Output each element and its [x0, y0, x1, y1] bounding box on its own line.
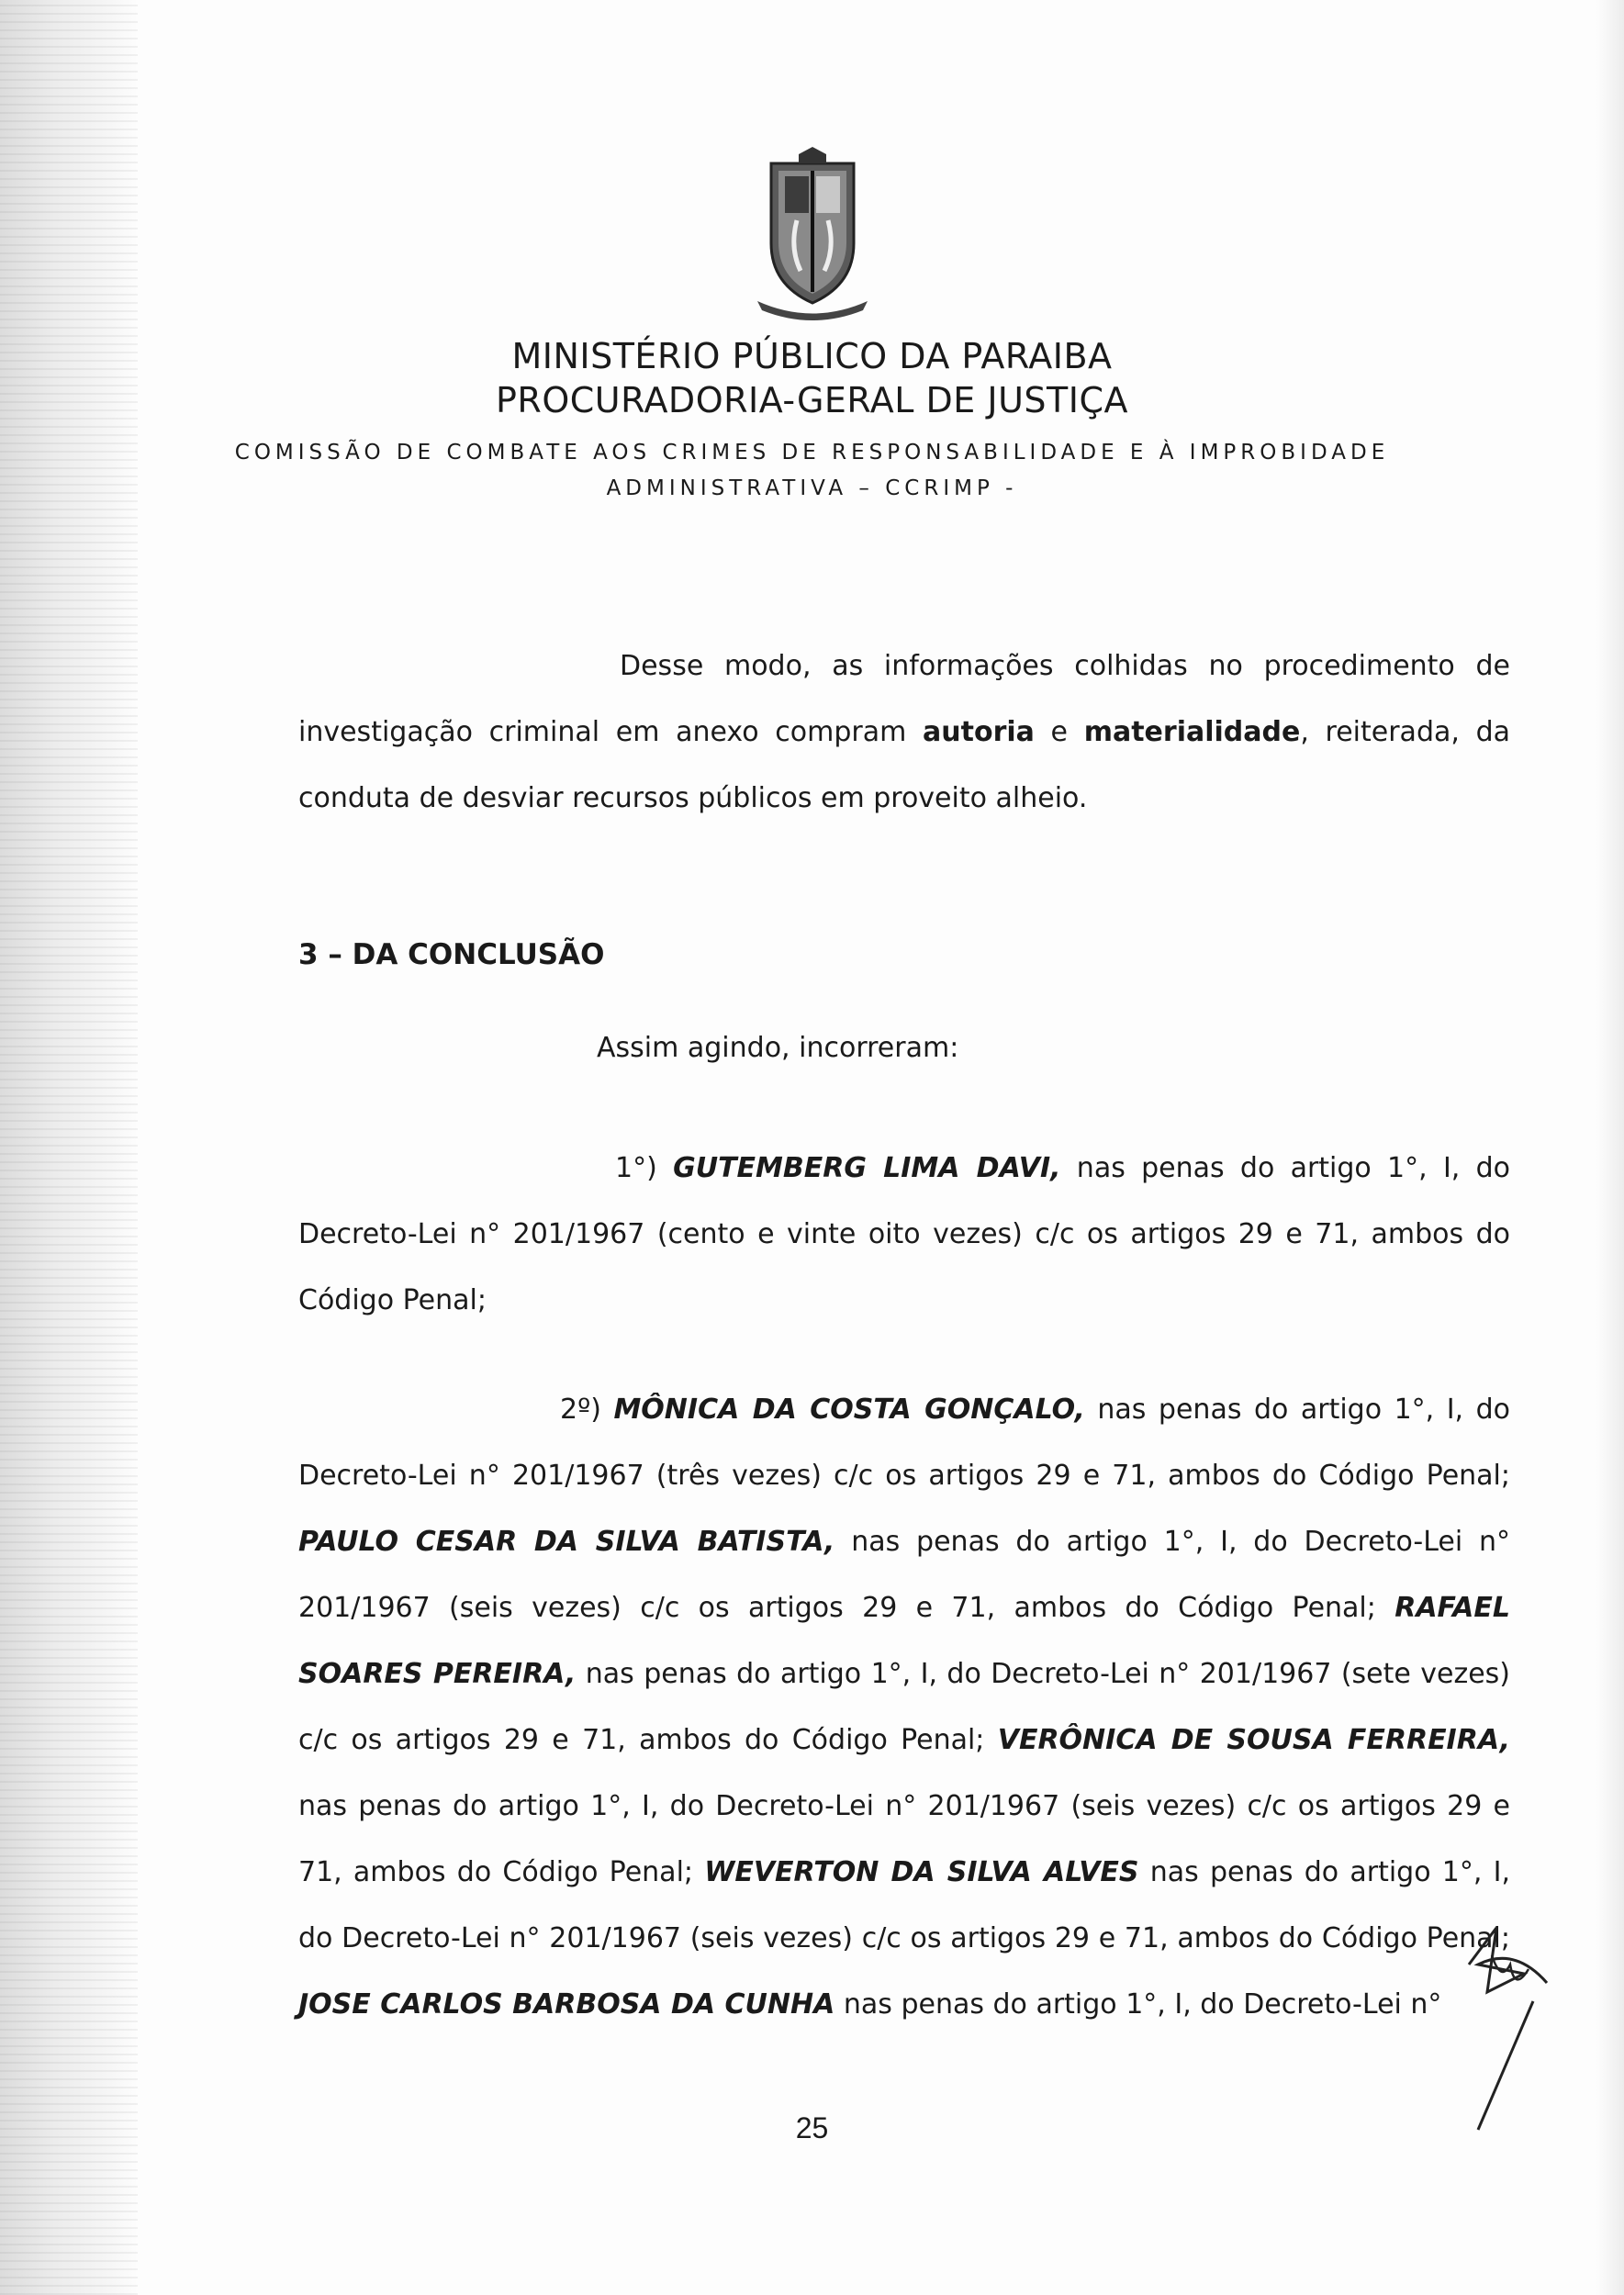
text-span: nas penas do artigo 1°, I, do Decreto-Lei n°	[834, 1988, 1442, 2021]
text-span: nas penas do artigo 1°, I, do Decreto-Lei n° 201/1967 (três vezes) c/c os artigos 29 e 71, ambos do Código Penal;	[298, 1394, 1510, 1492]
defendant-name: PAULO CESAR DA SILVA BATISTA,	[298, 1526, 835, 1558]
header-department: PROCURADORIA-GERAL DE JUSTIÇA	[496, 380, 1128, 420]
page-number: 25	[795, 2111, 829, 2144]
paragraph-conclusion-intro	[298, 633, 1510, 832]
paragraph-incurred: Assim agindo, incorreram:	[597, 1032, 959, 1064]
header-institution: MINISTÉRIO PÚBLICO DA PARAIBA	[511, 336, 1113, 376]
text-span: nas penas do artigo 1°, I, do Decreto-Lei n° 201/1967 (seis vezes) c/c os artigos 29 e 71, ambos do Código Penal;	[298, 1856, 1511, 1954]
text-span: e	[1034, 716, 1084, 748]
defendant-name: RAFAEL SOARES PEREIRA,	[298, 1592, 1510, 1690]
paragraph-item-1	[298, 1136, 1510, 1334]
text-span: , reiterada, da conduta de desviar recursos públicos em proveito alheio.	[298, 716, 1511, 814]
defendant-name: JOSE CARLOS BARBOSA DA CUNHA	[298, 1988, 835, 2021]
section-heading: 3 – DA CONCLUSÃO	[298, 938, 605, 971]
defendant-name: GUTEMBERG LIMA DAVI,	[673, 1152, 1061, 1184]
defendant-name: MÔNICA DA COSTA GONÇALO,	[613, 1394, 1085, 1426]
text-span: nas penas do artigo 1°, I, do Decreto-Lei n° 201/1967 (seis vezes) c/c os artigos 29 e 71, ambos do Código Penal;	[298, 1526, 1511, 1624]
text-span: nas penas do artigo 1°, I, do Decreto-Lei n° 201/1967 (cento e vinte oito vezes) c/c os artigos 29 e 71, ambos do Código Penal;	[298, 1152, 1511, 1316]
signature-icon	[1460, 1919, 1570, 2139]
coat-of-arms-icon	[744, 147, 881, 321]
bold-term-autoria: autoria	[923, 716, 1035, 748]
document-header	[0, 147, 1624, 505]
header-commission-continued: ADMINISTRATIVA – CCRIMP -	[606, 476, 1018, 500]
defendant-name: WEVERTON DA SILVA ALVES	[704, 1856, 1139, 1888]
defendant-name: VERÔNICA DE SOUSA FERREIRA,	[997, 1724, 1510, 1756]
text-span: nas penas do artigo 1°, I, do Decreto-Lei n° 201/1967 (sete vezes) c/c os artigos 29 e 71, ambos do Código Penal;	[298, 1658, 1510, 1756]
paragraph-item-2	[298, 1377, 1510, 2038]
header-commission: COMISSÃO DE COMBATE AOS CRIMES DE RESPONSABILIDADE E À IMPROBIDADE	[234, 441, 1390, 465]
item-number: 2º)	[560, 1394, 614, 1426]
item-number: 1°)	[615, 1152, 674, 1184]
bold-term-materialidade: materialidade	[1083, 716, 1301, 748]
text-span: Desse modo, as informações colhidas no procedimento de investigação criminal em anexo compram	[298, 650, 1510, 748]
text-span: nas penas do artigo 1°, I, do Decreto-Lei n° 201/1967 (seis vezes) c/c os artigos 29 e 71, ambos do Código Penal;	[298, 1790, 1510, 1888]
